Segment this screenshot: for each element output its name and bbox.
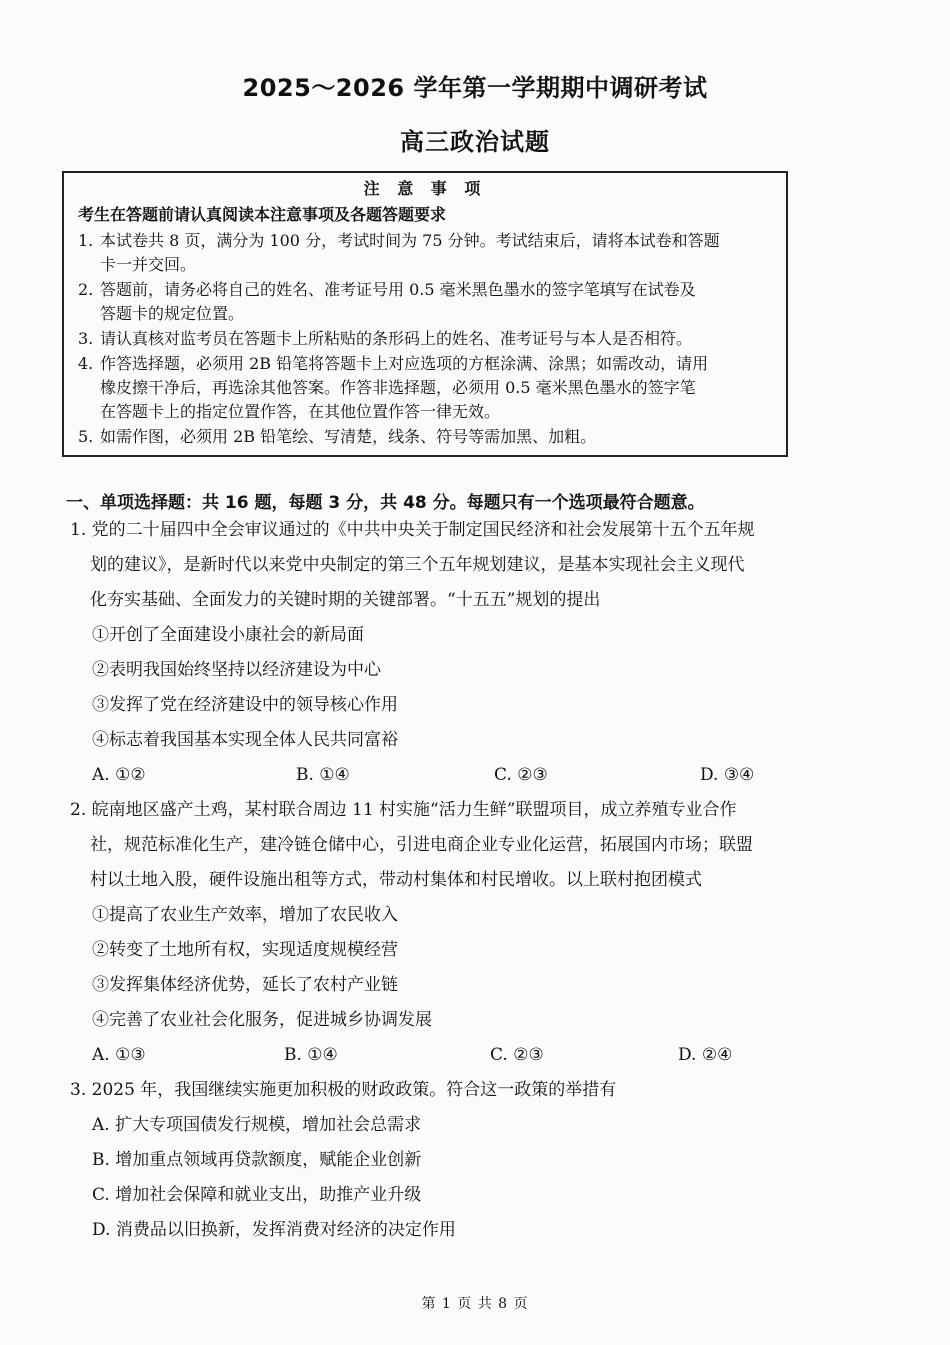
notice-item-text: [100, 352, 772, 424]
choice-b[interactable]: B. ①④: [296, 765, 350, 785]
notice-item: [78, 278, 772, 326]
answer-choices: [74, 758, 800, 793]
statement: ②表明我国始终坚持以经济建设为中心: [92, 660, 381, 680]
notice-item: [78, 229, 772, 277]
choice-c[interactable]: C. 增加社会保障和就业支出，助推产业升级: [92, 1185, 422, 1205]
notice-box: [62, 171, 788, 457]
question-2: [70, 793, 800, 1073]
notice-item-text: [100, 327, 772, 351]
notice-line: 本试卷共 8 页，满分为 100 分，考试时间为 75 分钟。考试结束后，请将本试卷和答题: [100, 231, 720, 250]
notice-item-number: 4.: [78, 354, 94, 373]
stem-line: 社，规范标准化生产，建冷链仓储中心，引进电商企业专业化运营，拓展国内市场；联盟: [90, 835, 753, 855]
notice-item: [78, 425, 772, 449]
choice-c[interactable]: C. ②③: [490, 1045, 544, 1065]
statement: ④标志着我国基本实现全体人民共同富裕: [92, 730, 398, 750]
statement: ②转变了土地所有权，实现适度规模经营: [92, 940, 398, 960]
choice-b[interactable]: B. 增加重点领域再贷款额度，赋能企业创新: [92, 1150, 422, 1170]
stem-line: 划的建议》，是新时代以来党中央制定的第三个五年规划建议，是基本实现社会主义现代: [90, 555, 745, 575]
choice-d[interactable]: D. ③④: [700, 765, 755, 785]
statement: ③发挥集体经济优势，延长了农村产业链: [92, 975, 398, 995]
choice-b[interactable]: B. ①④: [284, 1045, 338, 1065]
choice-d[interactable]: D. ②④: [678, 1045, 733, 1065]
stem-line: 村以土地入股，硬件设施出租等方式，带动村集体和村民增收。以上联村抱团模式: [90, 870, 702, 890]
statement: ①开创了全面建设小康社会的新局面: [92, 625, 364, 645]
notice-item-text: [100, 229, 772, 277]
notice-line: 答题卡的规定位置。: [100, 304, 245, 323]
page-number: 第 1 页 共 8 页: [421, 1296, 529, 1312]
section-heading: 一、单项选择题：共 16 题，每题 3 分，共 48 分。每题只有一个选项最符合题意。: [66, 493, 705, 513]
statement: ①提高了农业生产效率，增加了农民收入: [92, 905, 398, 925]
notice-line: 如需作图，必须用 2B 铅笔绘、写清楚，线条、符号等需加黑、加粗。: [100, 427, 597, 446]
notice-line: 作答选择题，必须用 2B 铅笔将答题卡上对应选项的方框涂满、涂黑；如需改动，请用: [100, 354, 709, 373]
statement: ④完善了农业社会化服务，促进城乡协调发展: [92, 1010, 432, 1030]
stem-line: 1. 党的二十届四中全会审议通过的《中共中央关于制定国民经济和社会发展第十五个五年规: [70, 520, 755, 540]
notice-item: [78, 352, 772, 424]
notice-line: 卡一并交回。: [100, 255, 197, 274]
question-stem: [70, 513, 800, 618]
stem-line: 化夯实基础、全面发力的关键时期的关键部署。“十五五”规划的提出: [90, 590, 601, 610]
choice-c[interactable]: C. ②③: [494, 765, 548, 785]
exam-title: 2025～2026 学年第一学期期中调研考试: [242, 74, 708, 102]
notice-item-text: [100, 278, 772, 326]
notice-line: 请认真核对监考员在答题卡上所粘贴的条形码上的姓名、准考证号与本人是否相符。: [100, 329, 693, 348]
answer-choices: [74, 1038, 800, 1073]
statement: ③发挥了党在经济建设中的领导核心作用: [92, 695, 398, 715]
choice-a[interactable]: A. 扩大专项国债发行规模，增加社会总需求: [92, 1115, 422, 1135]
notice-item-number: 3.: [78, 329, 94, 348]
notice-item-number: 1.: [78, 231, 94, 250]
choice-d[interactable]: D. 消费品以旧换新，发挥消费对经济的决定作用: [92, 1220, 456, 1240]
stem-line: 3. 2025 年，我国继续实施更加积极的财政政策。符合这一政策的举措有: [70, 1080, 617, 1100]
stem-line: 2. 皖南地区盛产土鸡，某村联合周边 11 村实施“活力生鲜”联盟项目，成立养殖专业合作: [70, 800, 737, 820]
question-1: [70, 513, 800, 793]
notice-item: [78, 327, 772, 351]
notice-subtitle: 考生在答题前请认真阅读本注意事项及各题答题要求: [78, 205, 447, 224]
notice-item-text: [100, 425, 772, 449]
notice-line: 在答题卡上的指定位置作答，在其他位置作答一律无效。: [100, 402, 501, 421]
notice-title: 注 意 事 项: [363, 179, 487, 198]
notice-line: 答题前，请务必将自己的姓名、准考证号用 0.5 毫米黑色墨水的签字笔填写在试卷及: [100, 280, 696, 299]
choice-a[interactable]: A. ①②: [92, 765, 146, 785]
notice-line: 橡皮擦干净后，再选涂其他答案。作答非选择题，必须用 0.5 毫米黑色墨水的签字笔: [100, 378, 696, 397]
choice-a[interactable]: A. ①③: [92, 1045, 146, 1065]
question-stem: [70, 793, 800, 898]
notice-item-number: 2.: [78, 280, 94, 299]
exam-subtitle: 高三政治试题: [400, 128, 550, 156]
question-stem: [70, 1073, 800, 1108]
notice-item-number: 5.: [78, 427, 94, 446]
question-3: [70, 1073, 800, 1248]
